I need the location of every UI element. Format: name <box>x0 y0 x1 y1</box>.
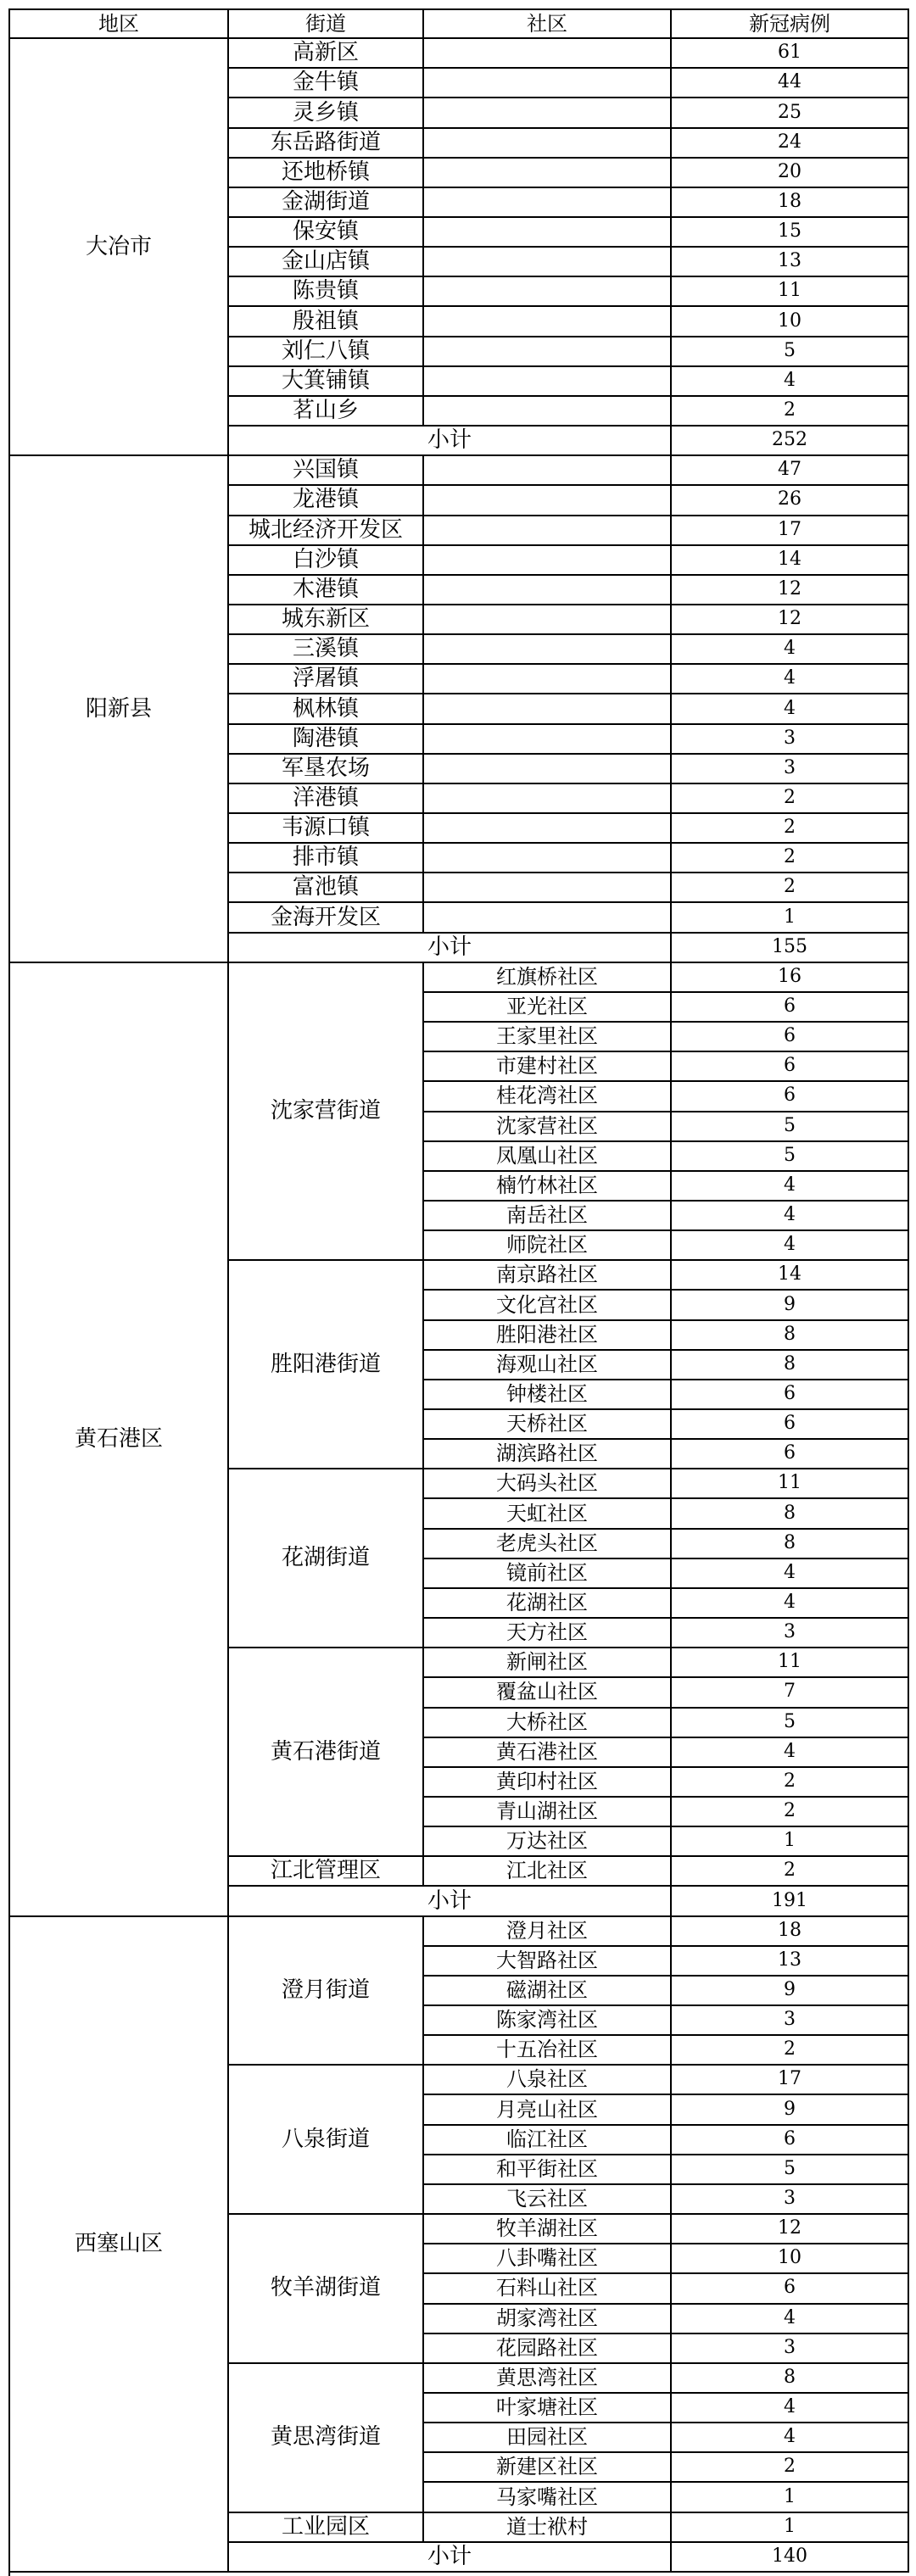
street-cell: 黄思湾街道 <box>229 2363 424 2513</box>
street-cell: 黄石港街道 <box>229 1648 424 1857</box>
cases-cell: 16 <box>672 962 909 993</box>
community-cell: 天虹社区 <box>424 1499 672 1530</box>
community-cell <box>424 724 672 755</box>
street-cell: 洋港镇 <box>229 783 424 814</box>
community-cell: 黄印村社区 <box>424 1767 672 1798</box>
cases-cell: 15 <box>672 217 909 248</box>
community-cell: 磁湖社区 <box>424 1976 672 2006</box>
region-cell: 西塞山区 <box>10 1916 229 2573</box>
community-cell: 沈家营社区 <box>424 1112 672 1142</box>
community-cell <box>424 217 672 248</box>
subtotal-label: 小计 <box>229 933 672 963</box>
cases-cell: 4 <box>672 694 909 724</box>
community-cell <box>424 634 672 665</box>
community-cell <box>424 903 672 934</box>
region-cell: 大冶市 <box>10 38 229 456</box>
community-cell: 新闸社区 <box>424 1648 672 1678</box>
cases-cell: 20 <box>672 158 909 188</box>
header-street: 街道 <box>229 8 424 39</box>
community-cell: 老虎头社区 <box>424 1529 672 1559</box>
community-cell: 大智路社区 <box>424 1946 672 1977</box>
community-cell: 红旗桥社区 <box>424 962 672 993</box>
street-cell: 茗山乡 <box>229 396 424 427</box>
cases-cell: 4 <box>672 1230 909 1261</box>
street-cell: 陈贵镇 <box>229 276 424 307</box>
street-cell: 保安镇 <box>229 217 424 248</box>
community-cell: 文化宫社区 <box>424 1290 672 1320</box>
community-cell <box>424 366 672 397</box>
street-cell: 金湖街道 <box>229 187 424 218</box>
subtotal-label: 小计 <box>229 2542 672 2573</box>
street-cell: 高新区 <box>229 38 424 69</box>
cases-cell: 6 <box>672 1081 909 1112</box>
cases-cell: 2 <box>672 2452 909 2483</box>
region-cell: 黄石港区 <box>10 962 229 1917</box>
subtotal-label: 小计 <box>229 426 672 456</box>
community-cell <box>424 694 672 724</box>
community-cell <box>424 873 672 903</box>
subtotal-label: 小计 <box>229 1886 672 1916</box>
community-cell <box>424 783 672 814</box>
street-cell: 殷祖镇 <box>229 307 424 337</box>
cases-cell: 3 <box>672 2333 909 2364</box>
cases-cell: 5 <box>672 1112 909 1142</box>
community-cell: 和平街社区 <box>424 2155 672 2185</box>
cases-cell: 8 <box>672 1320 909 1351</box>
community-cell <box>424 187 672 218</box>
cases-cell: 26 <box>672 485 909 516</box>
subtotal-value: 140 <box>672 2542 909 2573</box>
header-cases: 新冠病例 <box>672 8 909 39</box>
cases-cell: 2 <box>672 843 909 873</box>
cases-cell: 9 <box>672 2095 909 2126</box>
community-cell <box>424 38 672 69</box>
cases-cell: 6 <box>672 1439 909 1469</box>
cases-cell: 4 <box>672 1171 909 1202</box>
community-cell: 湖滨路社区 <box>424 1439 672 1469</box>
community-cell: 黄思湾社区 <box>424 2363 672 2394</box>
cases-cell: 1 <box>672 1826 909 1857</box>
cases-cell: 3 <box>672 724 909 755</box>
community-cell: 师院社区 <box>424 1230 672 1261</box>
community-cell: 花园路社区 <box>424 2333 672 2364</box>
street-cell: 东岳路街道 <box>229 128 424 159</box>
cases-cell: 11 <box>672 1648 909 1678</box>
cases-cell: 1 <box>672 2512 909 2543</box>
cases-cell: 4 <box>672 1201 909 1231</box>
cases-cell: 3 <box>672 2184 909 2215</box>
cases-cell: 5 <box>672 337 909 367</box>
cases-cell: 6 <box>672 1022 909 1052</box>
community-cell: 道士袱村 <box>424 2512 672 2543</box>
community-cell <box>424 68 672 98</box>
street-cell: 城东新区 <box>229 605 424 635</box>
cases-cell: 61 <box>672 38 909 69</box>
street-cell: 工业园区 <box>229 2512 424 2543</box>
street-cell: 澄月街道 <box>229 1916 424 2066</box>
cases-cell: 17 <box>672 2065 909 2095</box>
cases-cell: 6 <box>672 1380 909 1410</box>
community-cell: 大码头社区 <box>424 1469 672 1499</box>
cases-cell: 6 <box>672 1409 909 1440</box>
cases-cell: 25 <box>672 98 909 128</box>
street-cell: 枫林镇 <box>229 694 424 724</box>
community-cell: 亚光社区 <box>424 992 672 1023</box>
cases-cell: 4 <box>672 1737 909 1768</box>
community-cell: 南京路社区 <box>424 1260 672 1291</box>
cases-cell: 5 <box>672 2155 909 2185</box>
community-cell <box>424 485 672 516</box>
cases-cell: 1 <box>672 2482 909 2512</box>
cases-cell: 4 <box>672 2423 909 2453</box>
community-cell: 花湖社区 <box>424 1588 672 1619</box>
header-region: 地区 <box>10 8 229 39</box>
street-cell: 韦源口镇 <box>229 813 424 844</box>
community-cell: 大桥社区 <box>424 1708 672 1738</box>
cases-cell: 44 <box>672 68 909 98</box>
case-table <box>8 8 908 2576</box>
community-cell: 月亮山社区 <box>424 2095 672 2126</box>
community-cell: 石料山社区 <box>424 2273 672 2304</box>
street-cell: 金海开发区 <box>229 903 424 934</box>
cases-cell: 2 <box>672 1797 909 1827</box>
cases-cell: 13 <box>672 247 909 277</box>
community-cell: 青山湖社区 <box>424 1797 672 1827</box>
street-cell: 还地桥镇 <box>229 158 424 188</box>
street-cell: 城北经济开发区 <box>229 516 424 546</box>
cases-cell: 10 <box>672 307 909 337</box>
community-cell <box>424 545 672 576</box>
community-cell: 新建区社区 <box>424 2452 672 2483</box>
street-cell: 沈家营街道 <box>229 962 424 1262</box>
cases-cell: 2 <box>672 813 909 844</box>
community-cell <box>424 276 672 307</box>
community-cell <box>424 754 672 784</box>
cases-cell: 2 <box>672 396 909 427</box>
cases-cell: 2 <box>672 783 909 814</box>
cases-cell: 7 <box>672 1677 909 1708</box>
cases-cell: 6 <box>672 992 909 1023</box>
cases-cell: 13 <box>672 1946 909 1977</box>
street-cell: 八泉街道 <box>229 2065 424 2215</box>
cases-cell: 18 <box>672 187 909 218</box>
cases-cell: 47 <box>672 455 909 486</box>
cases-cell: 2 <box>672 1767 909 1798</box>
community-cell <box>424 307 672 337</box>
subtotal-value: 155 <box>672 933 909 963</box>
cases-cell: 3 <box>672 1618 909 1648</box>
community-cell: 镜前社区 <box>424 1558 672 1589</box>
community-cell: 王家里社区 <box>424 1022 672 1052</box>
cases-cell: 4 <box>672 366 909 397</box>
cases-cell: 8 <box>672 1529 909 1559</box>
cases-cell: 11 <box>672 1469 909 1499</box>
community-cell: 叶家塘社区 <box>424 2393 672 2423</box>
street-cell: 江北管理区 <box>229 1856 424 1887</box>
community-cell <box>424 455 672 486</box>
cases-cell: 14 <box>672 1260 909 1291</box>
community-cell: 八泉社区 <box>424 2065 672 2095</box>
cases-cell: 2 <box>672 2035 909 2066</box>
cases-cell: 11 <box>672 276 909 307</box>
cases-cell: 10 <box>672 2244 909 2274</box>
community-cell: 十五冶社区 <box>424 2035 672 2066</box>
community-cell <box>424 337 672 367</box>
street-cell: 灵乡镇 <box>229 98 424 128</box>
cases-cell: 9 <box>672 1290 909 1320</box>
cases-cell: 4 <box>672 634 909 665</box>
street-cell: 白沙镇 <box>229 545 424 576</box>
street-cell: 金山店镇 <box>229 247 424 277</box>
community-cell: 江北社区 <box>424 1856 672 1887</box>
community-cell: 天方社区 <box>424 1618 672 1648</box>
community-cell: 田园社区 <box>424 2423 672 2453</box>
community-cell: 胡家湾社区 <box>424 2304 672 2334</box>
cases-cell: 5 <box>672 1141 909 1172</box>
street-cell: 刘仁八镇 <box>229 337 424 367</box>
subtotal-value: 191 <box>672 1886 909 1916</box>
street-cell: 军垦农场 <box>229 754 424 784</box>
community-cell: 南岳社区 <box>424 1201 672 1231</box>
cases-cell: 4 <box>672 1558 909 1589</box>
cases-cell: 5 <box>672 1708 909 1738</box>
street-cell: 牧羊湖街道 <box>229 2214 424 2364</box>
community-cell: 临江社区 <box>424 2125 672 2155</box>
community-cell <box>424 128 672 159</box>
cases-cell: 8 <box>672 2363 909 2394</box>
community-cell <box>424 575 672 605</box>
community-cell: 万达社区 <box>424 1826 672 1857</box>
community-cell: 覆盆山社区 <box>424 1677 672 1708</box>
community-cell: 陈家湾社区 <box>424 2005 672 2036</box>
cases-cell: 1 <box>672 903 909 934</box>
community-cell: 楠竹林社区 <box>424 1171 672 1202</box>
community-cell <box>424 843 672 873</box>
community-cell: 八卦嘴社区 <box>424 2244 672 2274</box>
community-cell <box>424 605 672 635</box>
community-cell: 飞云社区 <box>424 2184 672 2215</box>
cases-cell: 18 <box>672 1916 909 1947</box>
cases-cell: 17 <box>672 516 909 546</box>
cases-cell: 4 <box>672 2393 909 2423</box>
community-cell: 市建村社区 <box>424 1051 672 1082</box>
cases-cell: 4 <box>672 2304 909 2334</box>
community-cell <box>424 664 672 694</box>
cases-cell: 12 <box>672 2214 909 2244</box>
community-cell: 马家嘴社区 <box>424 2482 672 2512</box>
community-cell <box>424 813 672 844</box>
community-cell <box>424 247 672 277</box>
street-cell: 陶港镇 <box>229 724 424 755</box>
header-community: 社区 <box>424 8 672 39</box>
community-cell: 天桥社区 <box>424 1409 672 1440</box>
cases-cell: 2 <box>672 1856 909 1887</box>
street-cell: 金牛镇 <box>229 68 424 98</box>
street-cell: 排市镇 <box>229 843 424 873</box>
community-cell: 黄石港社区 <box>424 1737 672 1768</box>
cases-cell: 9 <box>672 1976 909 2006</box>
street-cell: 浮屠镇 <box>229 664 424 694</box>
cases-cell: 8 <box>672 1499 909 1530</box>
street-cell: 大箕铺镇 <box>229 366 424 397</box>
community-cell: 凤凰山社区 <box>424 1141 672 1172</box>
community-cell: 胜阳港社区 <box>424 1320 672 1351</box>
cases-cell: 4 <box>672 1588 909 1619</box>
cases-cell: 14 <box>672 545 909 576</box>
community-cell: 牧羊湖社区 <box>424 2214 672 2244</box>
community-cell <box>424 516 672 546</box>
cases-cell: 6 <box>672 2273 909 2304</box>
community-cell <box>424 396 672 427</box>
community-cell: 澄月社区 <box>424 1916 672 1947</box>
region-cell: 阳新县 <box>10 455 229 963</box>
community-cell: 钟楼社区 <box>424 1380 672 1410</box>
cases-cell: 2 <box>672 873 909 903</box>
community-cell: 桂花湾社区 <box>424 1081 672 1112</box>
cases-cell: 6 <box>672 2125 909 2155</box>
cases-cell: 4 <box>672 664 909 694</box>
community-cell <box>424 158 672 188</box>
cases-cell: 3 <box>672 754 909 784</box>
cases-cell: 8 <box>672 1350 909 1380</box>
street-cell: 兴国镇 <box>229 455 424 486</box>
street-cell: 胜阳港街道 <box>229 1260 424 1469</box>
cases-cell: 12 <box>672 605 909 635</box>
street-cell: 龙港镇 <box>229 485 424 516</box>
community-cell <box>424 98 672 128</box>
street-cell: 富池镇 <box>229 873 424 903</box>
street-cell: 木港镇 <box>229 575 424 605</box>
cases-cell: 6 <box>672 1051 909 1082</box>
cases-cell: 12 <box>672 575 909 605</box>
subtotal-value: 252 <box>672 426 909 456</box>
street-cell: 花湖街道 <box>229 1469 424 1648</box>
cases-cell: 3 <box>672 2005 909 2036</box>
cases-cell: 24 <box>672 128 909 159</box>
street-cell: 三溪镇 <box>229 634 424 665</box>
community-cell: 海观山社区 <box>424 1350 672 1380</box>
